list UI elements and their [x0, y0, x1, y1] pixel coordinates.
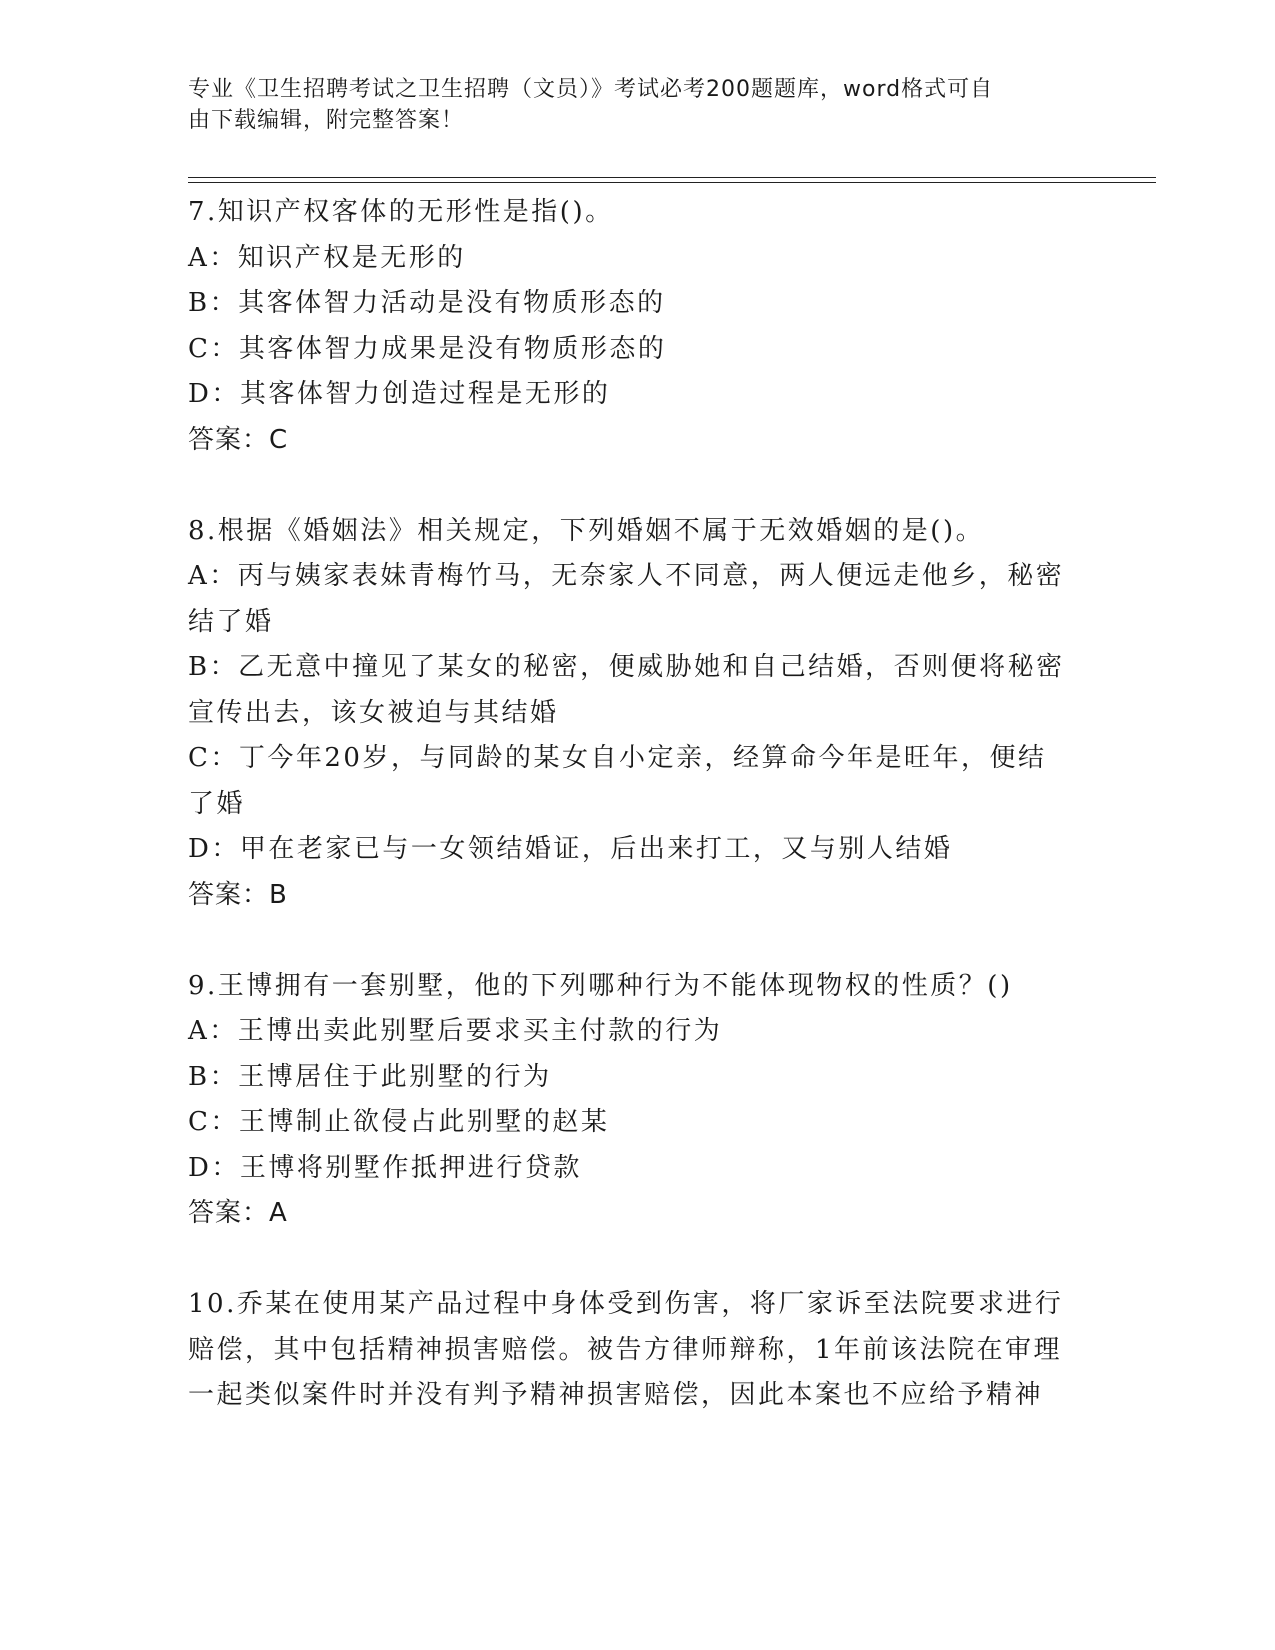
question-block	[188, 964, 1088, 1237]
option-b-line-2: 宣传出去，该女被迫与其结婚	[188, 697, 559, 728]
question-stem: 8.根据《婚姻法》相关规定，下列婚姻不属于无效婚姻的是()。	[188, 515, 985, 546]
option-c-line-2: 了婚	[188, 788, 246, 819]
option-c-line-1: C：丁今年20岁，与同龄的某女自小定亲，经算命今年是旺年，便结	[188, 743, 1047, 773]
header-line-2: 由下载编辑，附完整答案！	[188, 108, 465, 133]
option-b: B：王博居住于此别墅的行为	[188, 1061, 552, 1092]
question-stem-line-2: 赔偿，其中包括精神损害赔偿。被告方律师辩称，1年前该法院在审理	[188, 1334, 1063, 1365]
header-divider-bottom	[188, 182, 1156, 183]
option-a: A：王博出卖此别墅后要求买主付款的行为	[188, 1016, 723, 1046]
option-b: B：其客体智力活动是没有物质形态的	[188, 288, 666, 318]
question-spacer	[188, 918, 1088, 964]
document-header	[188, 74, 1088, 136]
option-d: D：甲在老家已与一女领结婚证，后出来打工，又与别人结婚	[188, 834, 953, 864]
question-stem-line-3: 一起类似案件时并没有判予精神损害赔偿，因此本案也不应给予精神	[188, 1380, 1044, 1410]
question-block	[188, 509, 1088, 919]
answer-label: 答案：A	[188, 1198, 288, 1228]
header-divider-top	[188, 177, 1156, 178]
answer-label: 答案：C	[188, 424, 289, 455]
option-b-line-1: B：乙无意中撞见了某女的秘密，便威胁她和自己结婚，否则便将秘密	[188, 652, 1065, 682]
question-stem-line-1: 10.乔某在使用某产品过程中身体受到伤害，将厂家诉至法院要求进行	[188, 1289, 1064, 1319]
question-spacer	[188, 463, 1088, 509]
header-line-1: 专业《卫生招聘考试之卫生招聘（文员）》考试必考200题题库，word格式可自	[188, 77, 994, 102]
question-block	[188, 190, 1088, 463]
option-c: C：王博制止欲侵占此别墅的赵某	[188, 1107, 610, 1137]
option-d: D：王博将别墅作抵押进行贷款	[188, 1152, 582, 1183]
question-block	[188, 1282, 1088, 1419]
question-stem: 7.知识产权客体的无形性是指()。	[188, 197, 614, 227]
option-c: C：其客体智力成果是没有物质形态的	[188, 333, 667, 364]
question-list	[188, 190, 1088, 1419]
question-stem: 9.王博拥有一套别墅，他的下列哪种行为不能体现物权的性质？()	[188, 970, 1013, 1001]
option-a: A：知识产权是无形的	[188, 242, 466, 273]
option-d: D：其客体智力创造过程是无形的	[188, 379, 611, 409]
question-spacer	[188, 1237, 1088, 1283]
option-a-line-2: 结了婚	[188, 606, 274, 637]
answer-label: 答案：B	[188, 879, 288, 910]
option-a-line-1: A：丙与姨家表妹青梅竹马，无奈家人不同意，两人便远走他乡，秘密	[188, 561, 1065, 591]
